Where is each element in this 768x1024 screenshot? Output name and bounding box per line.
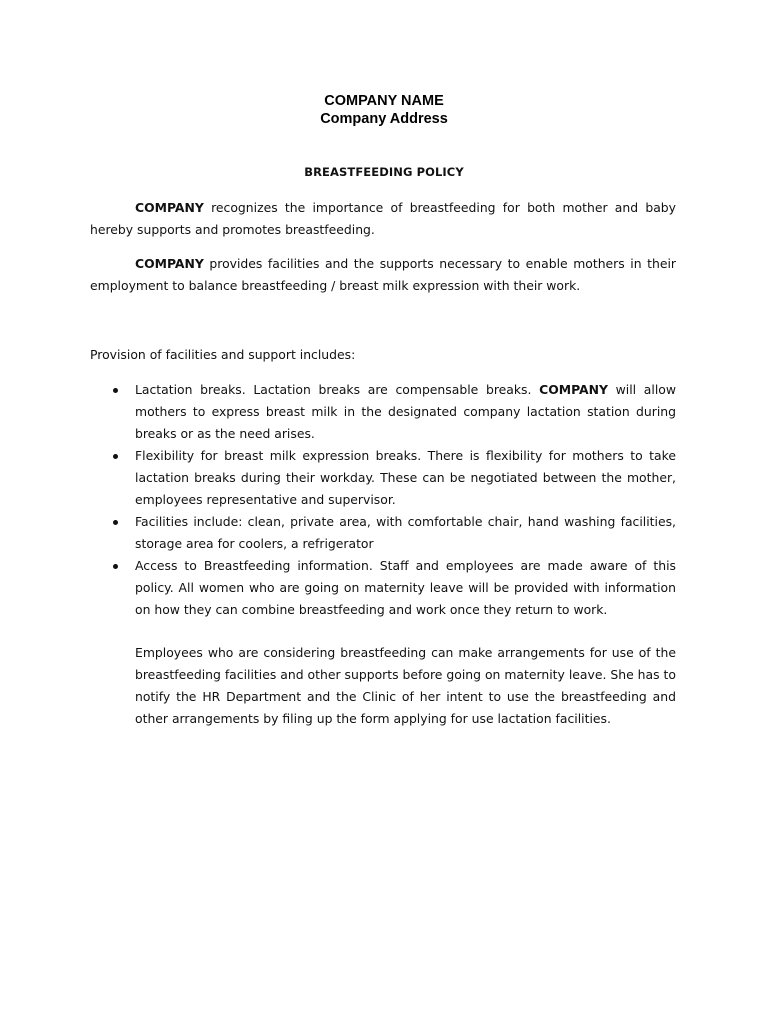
- list-item-text-after: will allow mothers to express breast milk in the designated company lactation station during breaks or as the need arises.: [135, 382, 676, 441]
- intro-paragraph: [90, 197, 676, 241]
- company-inline: COMPANY: [539, 382, 608, 397]
- list-item-text: Access to Breastfeeding information. Staff and employees are made aware of this policy. All women who are going on maternity leave will be provided with information on how they can combine breastfeeding and work once they return to work.: [135, 558, 676, 617]
- provision-heading: Provision of facilities and support includes:: [90, 347, 356, 362]
- list-item: [90, 555, 676, 621]
- policy-title: BREASTFEEDING POLICY: [304, 165, 464, 179]
- provision-list: [90, 379, 676, 621]
- bullet-icon: [113, 564, 118, 569]
- employees-paragraph: Employees who are considering breastfeeding can make arrangements for use of the breastfeeding facilities and other supports before going on maternity leave. She has to notify the HR Department and the Clinic of her intent to use the breastfeeding and other arrangements by filing up the form applying for use lactation facilities.: [135, 645, 676, 726]
- list-item-text: Flexibility for breast milk expression breaks. There is flexibility for mothers to take lactation breaks during their workday. These can be negotiated between the mother, employees representative and supervisor.: [135, 448, 676, 507]
- list-item: [90, 379, 676, 445]
- facilities-paragraph-text: provides facilities and the supports necessary to enable mothers in their employment to balance breastfeeding / breast milk expression with their work.: [90, 256, 676, 293]
- list-item: [90, 511, 676, 555]
- company-lead: COMPANY: [135, 256, 204, 271]
- bullet-icon: [113, 520, 118, 525]
- list-item-text: Facilities include: clean, private area, with comfortable chair, hand washing facilities, storage area for coolers, a refrigerator: [135, 514, 676, 551]
- facilities-paragraph: [90, 253, 676, 297]
- company-address: Company Address: [320, 111, 448, 127]
- list-item: [90, 445, 676, 511]
- bullet-icon: [113, 454, 118, 459]
- company-lead: COMPANY: [135, 200, 204, 215]
- company-name: COMPANY NAME: [324, 93, 444, 109]
- intro-paragraph-text: recognizes the importance of breastfeeding for both mother and baby hereby supports and promotes breastfeeding.: [90, 200, 676, 237]
- list-item-text: Lactation breaks. Lactation breaks are compensable breaks.: [135, 382, 540, 397]
- bullet-icon: [113, 388, 118, 393]
